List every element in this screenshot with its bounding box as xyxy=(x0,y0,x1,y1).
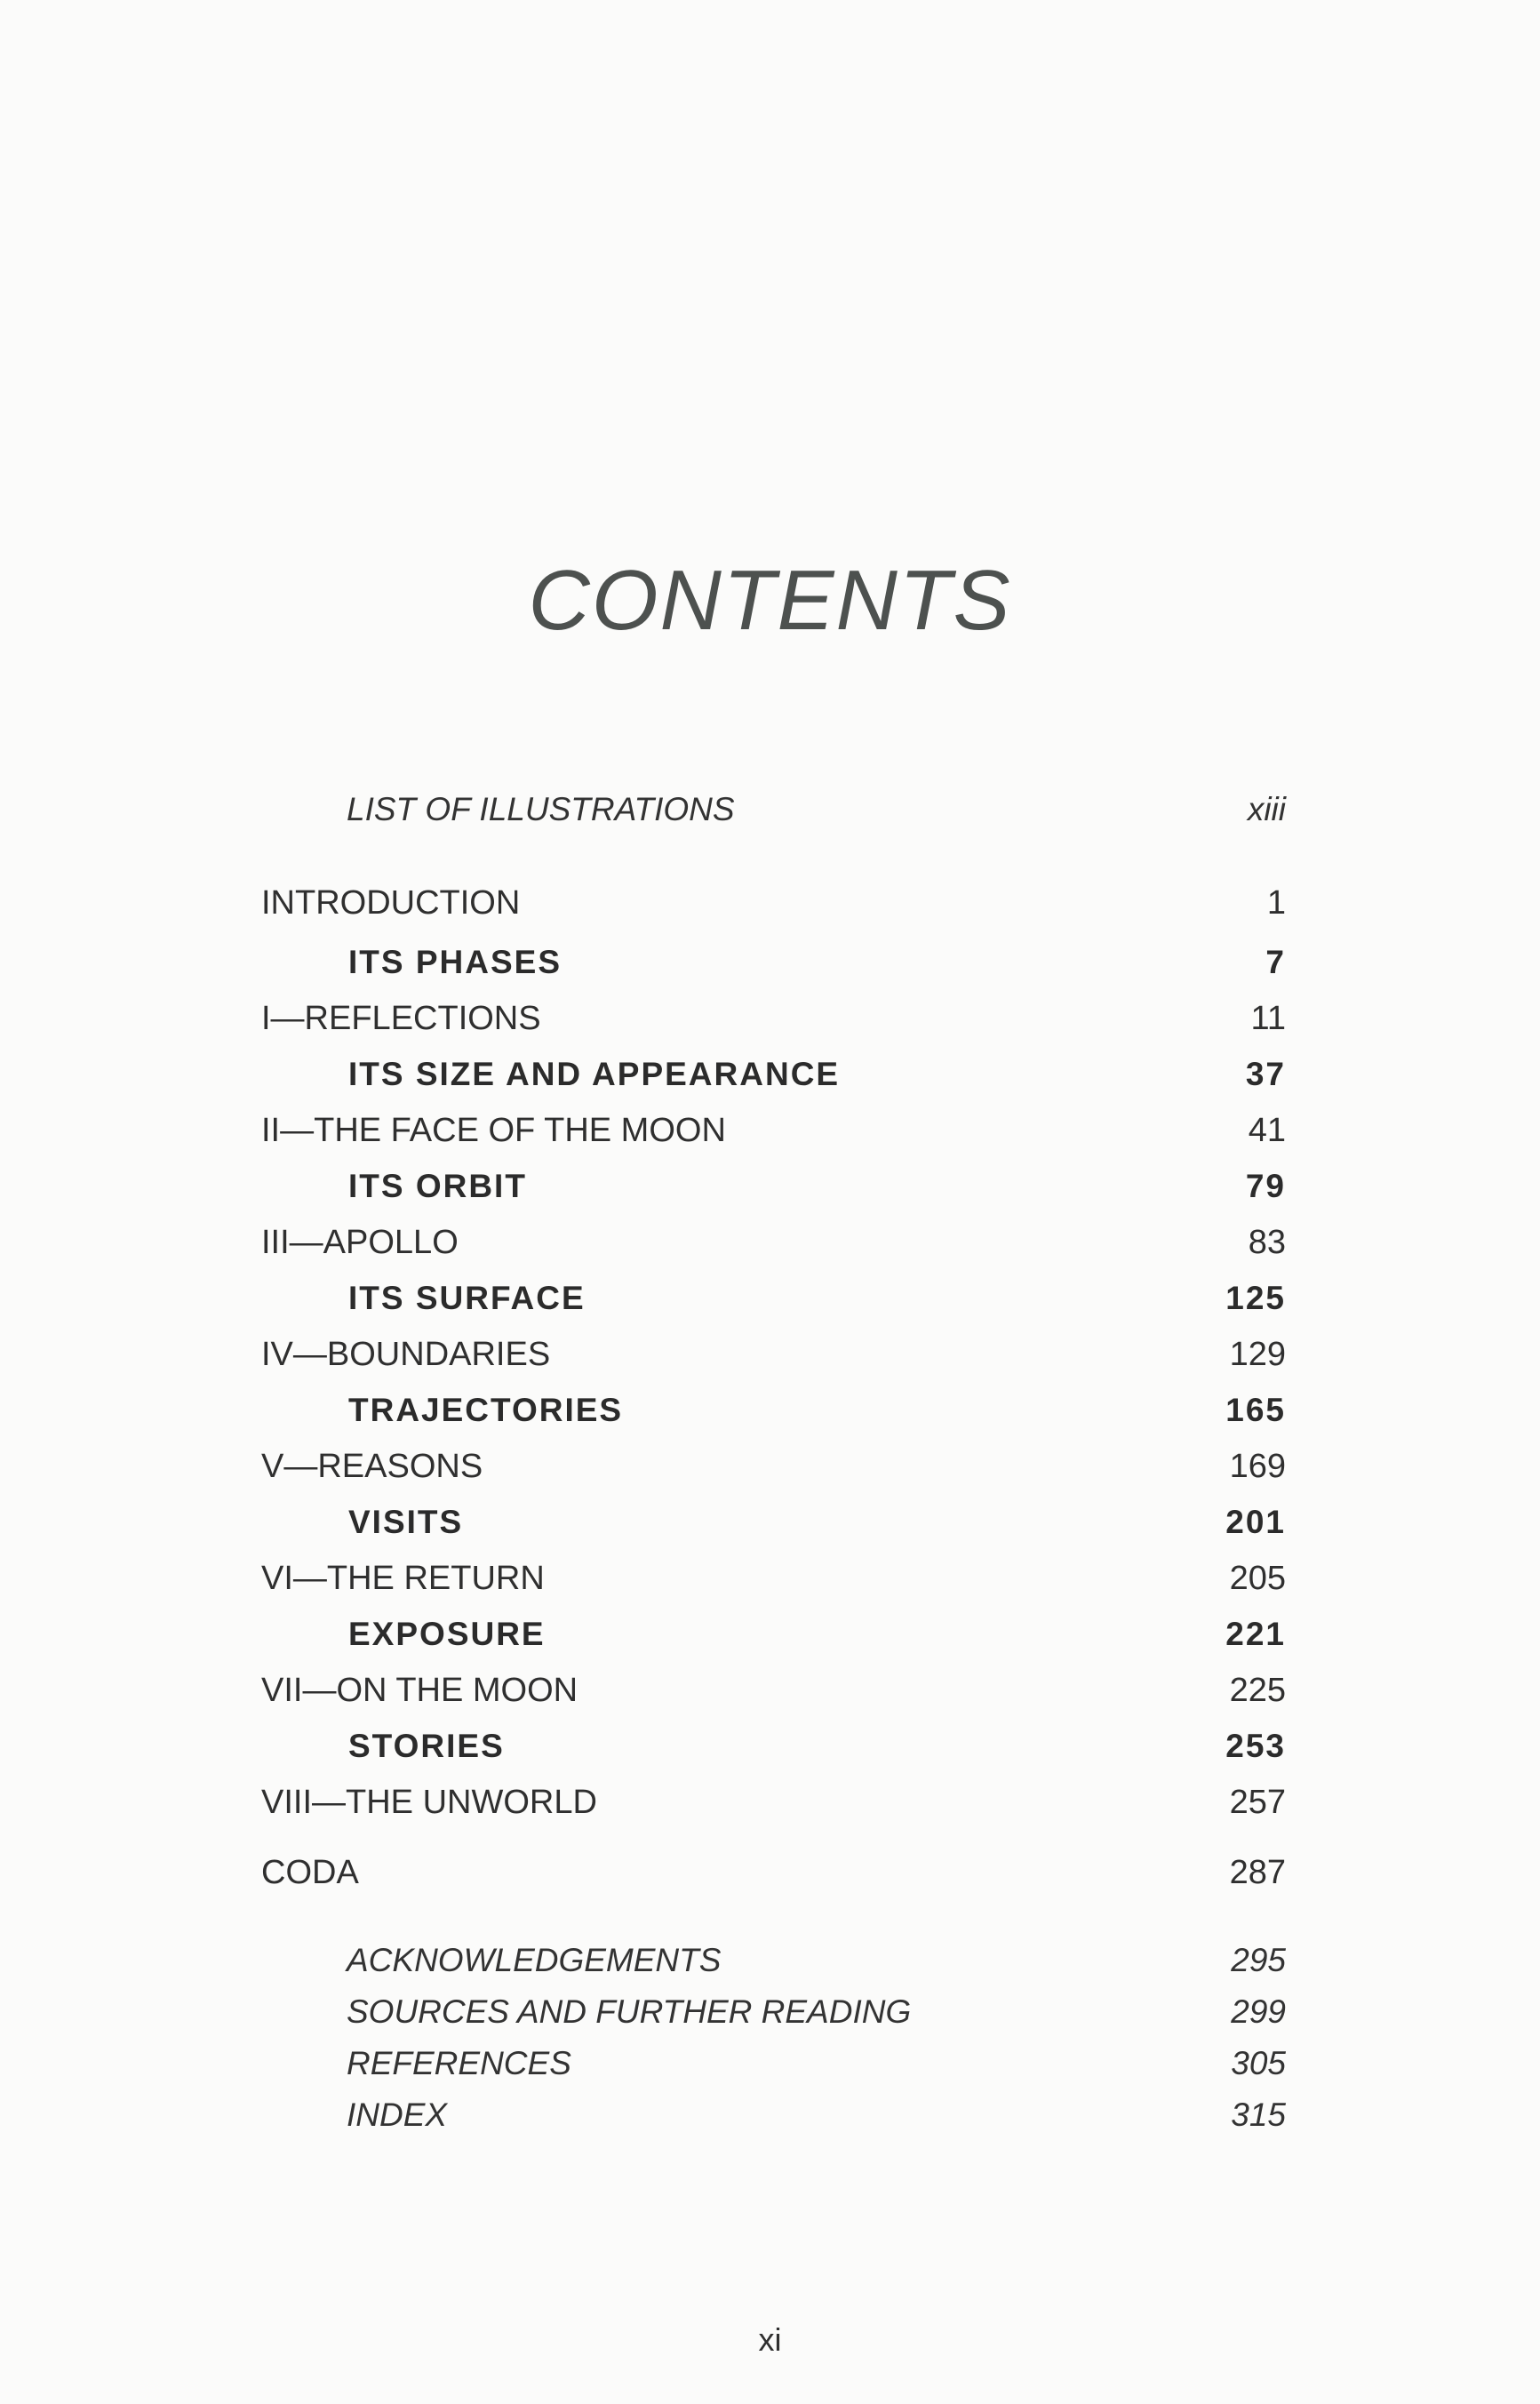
toc-entry xyxy=(0,946,1540,990)
toc-entry-label: V—REASONS xyxy=(261,1448,483,1485)
toc-entry xyxy=(0,1995,1540,2040)
toc-entry-page: 125 xyxy=(1225,1280,1286,1316)
toc-entry xyxy=(0,1114,1540,1158)
toc-entry-page: 83 xyxy=(1248,1224,1286,1261)
toc-entry-page: xiii xyxy=(1247,791,1286,827)
toc-entry xyxy=(0,1561,1540,1606)
toc-entry xyxy=(0,1729,1540,1774)
toc-entry-label: IV—BOUNDARIES xyxy=(261,1336,551,1373)
toc-entry-label: INTRODUCTION xyxy=(261,884,521,922)
toc-entry-label: EXPOSURE xyxy=(348,1616,546,1652)
page-title: CONTENTS xyxy=(528,553,1012,648)
toc-entry-label: II—THE FACE OF THE MOON xyxy=(261,1112,726,1149)
toc-entry-page: 205 xyxy=(1229,1560,1286,1597)
toc-entry-page: 37 xyxy=(1245,1056,1286,1092)
page-number: xi xyxy=(758,2321,782,2358)
toc-entry-page: 253 xyxy=(1225,1728,1286,1764)
toc-entry-page: 295 xyxy=(1231,1942,1286,1978)
toc-entry-label: SOURCES AND FURTHER READING xyxy=(347,1993,912,2030)
toc-entry xyxy=(0,1673,1540,1718)
toc-entry-page: 165 xyxy=(1225,1392,1286,1428)
toc-entry-label: LIST OF ILLUSTRATIONS xyxy=(347,791,735,827)
toc-entry-page: 201 xyxy=(1225,1504,1286,1540)
toc-entry-label: ITS SIZE AND APPEARANCE xyxy=(348,1056,841,1092)
toc-entry-page: 169 xyxy=(1229,1448,1286,1485)
toc-entry-label: CODA xyxy=(261,1854,359,1891)
toc-entry xyxy=(0,1450,1540,1494)
toc-entry xyxy=(0,1856,1540,1900)
toc-entry-label: REFERENCES xyxy=(347,2045,571,2081)
toc-entry xyxy=(0,1944,1540,1988)
toc-entry-page: 221 xyxy=(1225,1616,1286,1652)
toc-entry-label: VISITS xyxy=(348,1504,464,1540)
toc-entry-label: ITS PHASES xyxy=(348,944,562,980)
toc-entry-label: INDEX xyxy=(347,2097,448,2133)
toc-entry xyxy=(0,1505,1540,1550)
toc-entry-label: STORIES xyxy=(348,1728,505,1764)
toc-entry xyxy=(0,1617,1540,1662)
toc-entry-label: TRAJECTORIES xyxy=(348,1392,624,1428)
toc-entry xyxy=(0,793,1540,837)
toc-entry-page: 257 xyxy=(1229,1784,1286,1821)
toc-entry-page: 7 xyxy=(1265,944,1286,980)
toc-entry-page: 79 xyxy=(1245,1168,1286,1204)
toc-entry-page: 41 xyxy=(1248,1112,1286,1149)
toc-entry-page: 305 xyxy=(1231,2045,1286,2081)
toc-entry xyxy=(0,1282,1540,1326)
toc-entry-label: VII—ON THE MOON xyxy=(261,1672,578,1709)
toc-entry-label: VIII—THE UNWORLD xyxy=(261,1784,597,1821)
toc-entry xyxy=(0,1058,1540,1102)
toc-entry xyxy=(0,886,1540,930)
toc-entry xyxy=(0,1338,1540,1382)
toc-entry-page: 11 xyxy=(1250,1000,1286,1037)
toc-entry xyxy=(0,1002,1540,1046)
toc-entry-page: 129 xyxy=(1229,1336,1286,1373)
toc-entry xyxy=(0,1785,1540,1830)
toc-entry-label: VI—THE RETURN xyxy=(261,1560,545,1597)
toc-entry-page: 287 xyxy=(1229,1854,1286,1891)
toc-entry xyxy=(0,2098,1540,2143)
toc-entry xyxy=(0,1226,1540,1270)
toc-entry-label: I—REFLECTIONS xyxy=(261,1000,541,1037)
toc-entry-label: ACKNOWLEDGEMENTS xyxy=(347,1942,722,1978)
toc-entry-label: III—APOLLO xyxy=(261,1224,459,1261)
toc-entry-page: 315 xyxy=(1231,2097,1286,2133)
toc-entry-label: ITS SURFACE xyxy=(348,1280,586,1316)
toc-entry-page: 1 xyxy=(1266,884,1286,922)
toc-entry xyxy=(0,1394,1540,1438)
toc-entry-label: ITS ORBIT xyxy=(348,1168,527,1204)
toc-entry-page: 299 xyxy=(1231,1993,1286,2030)
toc-entry xyxy=(0,2047,1540,2091)
toc-entry-page: 225 xyxy=(1229,1672,1286,1709)
toc-entry xyxy=(0,1170,1540,1214)
